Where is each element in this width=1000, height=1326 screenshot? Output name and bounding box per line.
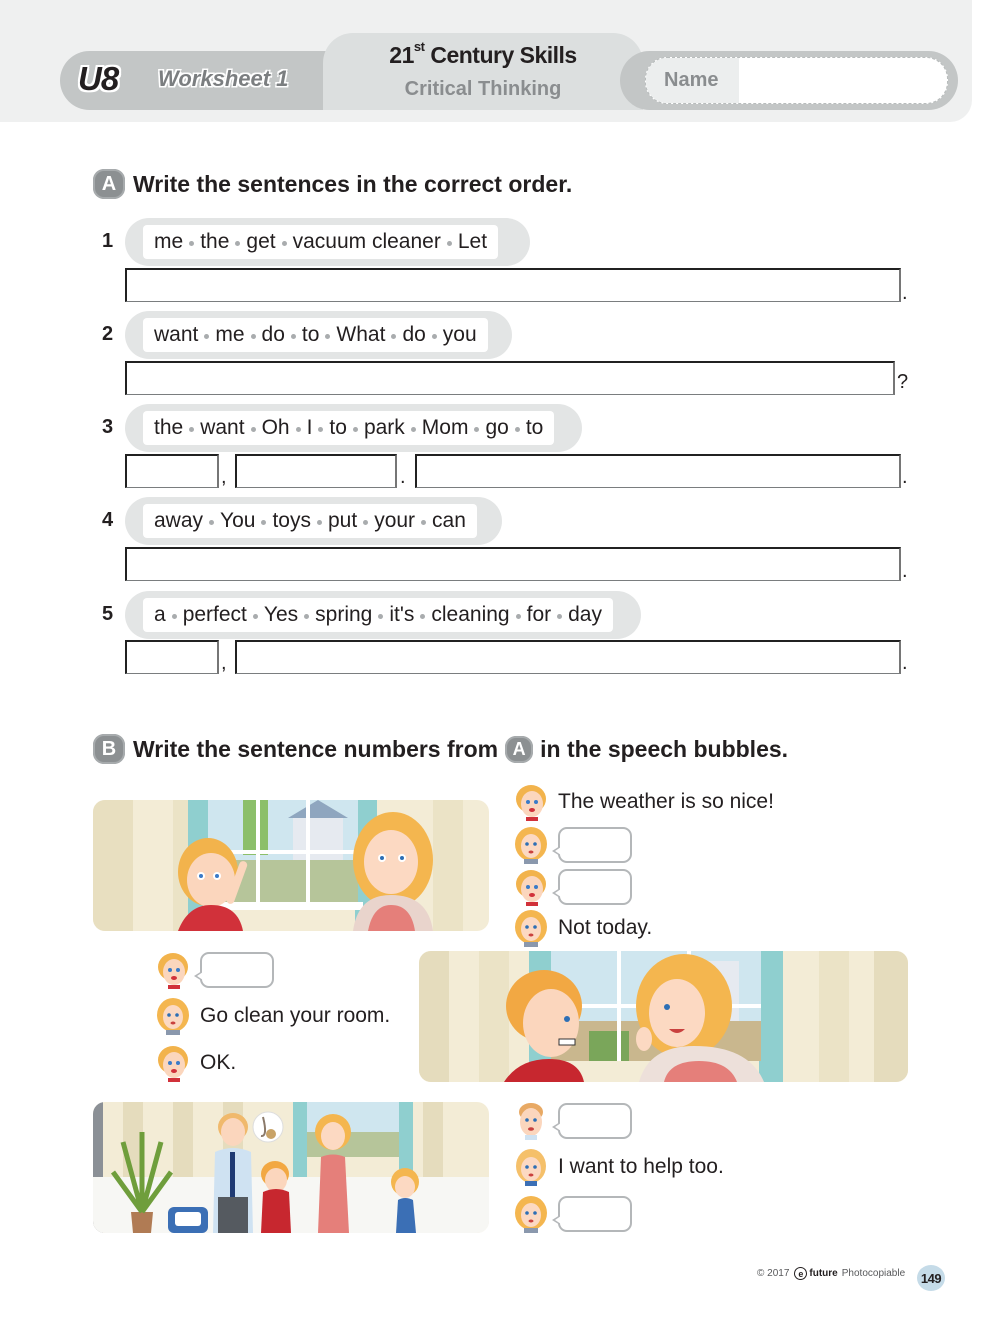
speech-bubble[interactable] <box>558 1196 632 1232</box>
scene-1-line-2 <box>514 825 632 865</box>
mom-face-icon <box>514 826 548 864</box>
name-box <box>645 57 948 104</box>
scene-1-line-4 <box>514 908 652 948</box>
item-3-word-box <box>143 411 554 445</box>
item-5-number: 5 <box>102 603 114 625</box>
speech-bubble-input[interactable] <box>560 1198 630 1230</box>
scene-3-illustration <box>93 1102 489 1233</box>
dot-separator <box>421 520 426 525</box>
scene-3-line-1 <box>514 1101 632 1141</box>
word: cleaning <box>431 603 510 626</box>
dot-separator <box>318 427 323 432</box>
worksheet-label: Worksheet 1 <box>158 66 289 91</box>
section-a-heading <box>93 169 572 199</box>
scene-2-line-1 <box>156 950 274 990</box>
word: Yes <box>263 603 299 626</box>
dot-separator <box>317 520 322 525</box>
word: the <box>200 230 230 253</box>
word: get <box>246 230 276 253</box>
mom-face-icon <box>156 997 190 1035</box>
dialogue-text: OK. <box>200 1051 237 1074</box>
dot-separator <box>261 520 266 525</box>
scene-2-illustration <box>419 951 908 1082</box>
scene-1-line-3 <box>514 867 632 907</box>
scene-1-illustration <box>93 800 489 931</box>
section-b-badge: B <box>93 734 125 764</box>
item-3-sep2: . <box>400 466 406 488</box>
item-2-number: 2 <box>102 323 114 345</box>
item-5-sep1: , <box>221 652 227 674</box>
dot-separator <box>189 427 194 432</box>
speech-bubble-input[interactable] <box>560 871 630 903</box>
dot-separator <box>304 614 309 619</box>
speech-bubble[interactable] <box>558 869 632 905</box>
item-1-number: 1 <box>102 230 114 252</box>
speech-bubble-input[interactable] <box>560 1105 630 1137</box>
speech-bubble[interactable] <box>558 1103 632 1139</box>
dot-separator <box>189 241 194 246</box>
item-2-word-box <box>143 318 488 352</box>
dot-separator <box>204 334 209 339</box>
word: toys <box>272 509 311 532</box>
item-5-end-punct: . <box>902 652 908 674</box>
dot-separator <box>353 427 358 432</box>
item-3-answer-part1-input[interactable] <box>125 454 219 488</box>
item-1-end-punct: . <box>902 282 908 304</box>
item-4-word-box <box>143 504 477 538</box>
word: a <box>154 603 166 626</box>
boy-face-icon <box>156 1044 190 1082</box>
word: perfect <box>182 603 247 626</box>
item-3-end-punct: . <box>902 466 908 488</box>
word: to <box>329 416 347 439</box>
boy-face-icon <box>514 783 548 821</box>
speech-bubble-input[interactable] <box>560 829 630 861</box>
scene-3-line-2 <box>514 1147 724 1187</box>
dot-separator <box>474 427 479 432</box>
word: Oh <box>261 416 290 439</box>
word: the <box>154 416 184 439</box>
dot-separator <box>516 614 521 619</box>
dot-separator <box>557 614 562 619</box>
scene-1-line-1 <box>514 782 774 822</box>
word: vacuum cleaner <box>292 230 441 253</box>
skills-title-ordinal: st <box>413 39 425 55</box>
item-1-word-box <box>143 225 498 259</box>
dad-face-icon <box>514 1102 548 1140</box>
word: I <box>306 416 313 439</box>
word: Mom <box>421 416 469 439</box>
footer <box>757 1267 905 1280</box>
item-4-answer-input[interactable] <box>125 547 901 581</box>
dot-separator <box>411 427 416 432</box>
word: to <box>525 416 544 439</box>
skills-title-number: 21 <box>389 42 414 68</box>
brand-name: future <box>809 1268 838 1279</box>
dot-separator <box>282 241 287 246</box>
speech-bubble-input[interactable] <box>202 954 272 986</box>
item-3-number: 3 <box>102 416 114 438</box>
dot-separator <box>378 614 383 619</box>
item-5-answer-part2-input[interactable] <box>235 640 901 674</box>
section-b-instruction-pre: Write the sentence numbers from <box>133 735 499 762</box>
name-input[interactable] <box>740 58 947 103</box>
dialogue-text: I want to help too. <box>558 1155 724 1178</box>
photocopiable-note: Photocopiable <box>841 1268 906 1279</box>
mom-face-icon <box>514 909 548 947</box>
dot-separator <box>447 241 452 246</box>
section-a-instruction: Write the sentences in the correct order. <box>133 170 573 197</box>
word: want <box>200 416 245 439</box>
word: me <box>215 323 245 346</box>
item-3-sep1: , <box>221 466 227 488</box>
item-3-answer-part3-input[interactable] <box>415 454 901 488</box>
skills-title <box>323 39 643 69</box>
dot-separator <box>363 520 368 525</box>
skills-title-text: Century Skills <box>424 42 577 68</box>
section-b-instruction-post: in the speech bubbles. <box>540 735 789 762</box>
page-number: 149 <box>917 1265 945 1291</box>
section-b-heading <box>93 734 788 764</box>
word: put <box>327 509 358 532</box>
speech-bubble[interactable] <box>200 952 274 988</box>
dialogue-text: Go clean your room. <box>200 1004 391 1027</box>
word: can <box>432 509 466 532</box>
item-5-word-box <box>143 598 613 632</box>
item-5-answer-part1-input[interactable] <box>125 640 219 674</box>
word: spring <box>315 603 373 626</box>
dot-separator <box>251 427 256 432</box>
unit-code: U8 <box>78 60 119 97</box>
dot-separator <box>325 334 330 339</box>
word: do <box>402 323 426 346</box>
word: What <box>336 323 386 346</box>
mom-face-icon <box>514 1195 548 1233</box>
boy-face-icon <box>156 951 190 989</box>
word: park <box>363 416 405 439</box>
word: to <box>301 323 320 346</box>
word: you <box>442 323 477 346</box>
word: do <box>261 323 285 346</box>
item-2-end-punct: ? <box>897 371 909 393</box>
dot-separator <box>432 334 437 339</box>
item-3-answer-part2-input[interactable] <box>235 454 397 488</box>
dot-separator <box>235 241 240 246</box>
copyright: © 2017 <box>757 1268 790 1279</box>
dot-separator <box>209 520 214 525</box>
dialogue-text: The weather is so nice! <box>558 790 774 813</box>
item-2-answer-input[interactable] <box>125 361 895 395</box>
word: for <box>526 603 552 626</box>
word: want <box>154 323 199 346</box>
word: day <box>568 603 602 626</box>
scene-2-line-2 <box>156 996 390 1036</box>
word: it's <box>389 603 415 626</box>
dot-separator <box>251 334 256 339</box>
word: me <box>154 230 184 253</box>
speech-bubble[interactable] <box>558 827 632 863</box>
girl-face-icon <box>514 1148 548 1186</box>
skills-subtitle: Critical Thinking <box>404 78 562 100</box>
scene-3-line-3 <box>514 1194 632 1234</box>
section-a-reference-badge: A <box>505 736 533 763</box>
dot-separator <box>391 334 396 339</box>
dot-separator <box>515 427 520 432</box>
section-a-badge: A <box>93 169 125 199</box>
item-1-answer-input[interactable] <box>125 268 901 302</box>
item-4-end-punct: . <box>902 560 908 582</box>
brand-logo-icon: e <box>794 1267 807 1280</box>
item-4-number: 4 <box>102 509 114 531</box>
dot-separator <box>296 427 301 432</box>
word: You <box>220 509 256 532</box>
dot-separator <box>253 614 258 619</box>
scene-2-line-3 <box>156 1043 236 1083</box>
boy-face-icon <box>514 868 548 906</box>
word: away <box>154 509 204 532</box>
name-label: Name <box>664 69 719 91</box>
word: your <box>374 509 416 532</box>
word: Let <box>457 230 488 253</box>
dialogue-text: Not today. <box>558 916 653 939</box>
dot-separator <box>291 334 296 339</box>
word: go <box>485 416 509 439</box>
dot-separator <box>420 614 425 619</box>
dot-separator <box>172 614 177 619</box>
